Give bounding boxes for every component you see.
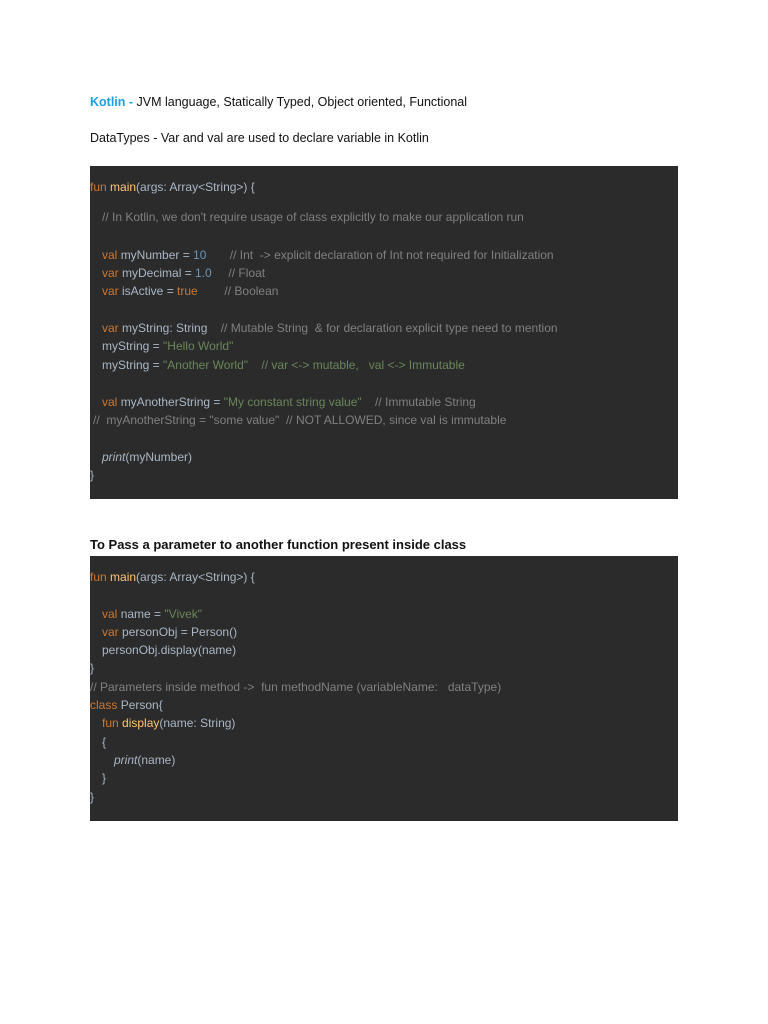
code-line: } [90, 468, 95, 482]
code-line: print(myNumber) [102, 450, 193, 464]
code-line: personObj.display(name) [102, 643, 237, 657]
datatypes-line: DataTypes - Var and val are used to declare variable in Kotlin [90, 131, 429, 145]
code-line: class Person{ [90, 698, 163, 712]
intro-keyword: Kotlin - [90, 95, 137, 109]
intro-line [90, 94, 467, 110]
code-block-parameters [90, 556, 678, 821]
code-line: fun main(args: Array<String>) { [90, 570, 255, 584]
code-line: } [102, 771, 107, 785]
code-line: } [90, 790, 95, 804]
code-line: val name = "Vivek" [102, 607, 203, 621]
code-line: } [90, 661, 95, 675]
code-line: print(name) [114, 753, 176, 767]
code-line: var personObj = Person() [102, 625, 238, 639]
code-line: val myAnotherString = "My constant string value" // Immutable String [102, 395, 476, 409]
code-line: val myNumber = 10 // Int -> explicit declaration of Int not required for Initialization [102, 248, 554, 262]
code-comment: // myAnotherString = "some value" // NOT ALLOWED, since val is immutable [93, 413, 507, 427]
intro-text: JVM language, Statically Typed, Object oriented, Functional [136, 95, 468, 109]
code-line: { [102, 735, 107, 749]
code-line: myString = "Hello World" [102, 339, 234, 353]
code-line: var myString: String // Mutable String & for declaration explicit type need to mention [102, 321, 558, 335]
code-comment: // Parameters inside method -> fun methodName (variableName: dataType) [90, 680, 502, 694]
code-line: myString = "Another World" // var <-> mutable, val <-> Immutable [102, 358, 465, 372]
code-block-datatypes [90, 166, 678, 499]
code-line: var isActive = true // Boolean [102, 284, 279, 298]
code-line: var myDecimal = 1.0 // Float [102, 266, 266, 280]
code-comment: // In Kotlin, we don't require usage of class explicitly to make our application run [102, 210, 524, 224]
code-line: fun display(name: String) [102, 716, 236, 730]
section-heading: To Pass a parameter to another function present inside class [90, 537, 467, 552]
code-line: fun main(args: Array<String>) { [90, 180, 255, 194]
